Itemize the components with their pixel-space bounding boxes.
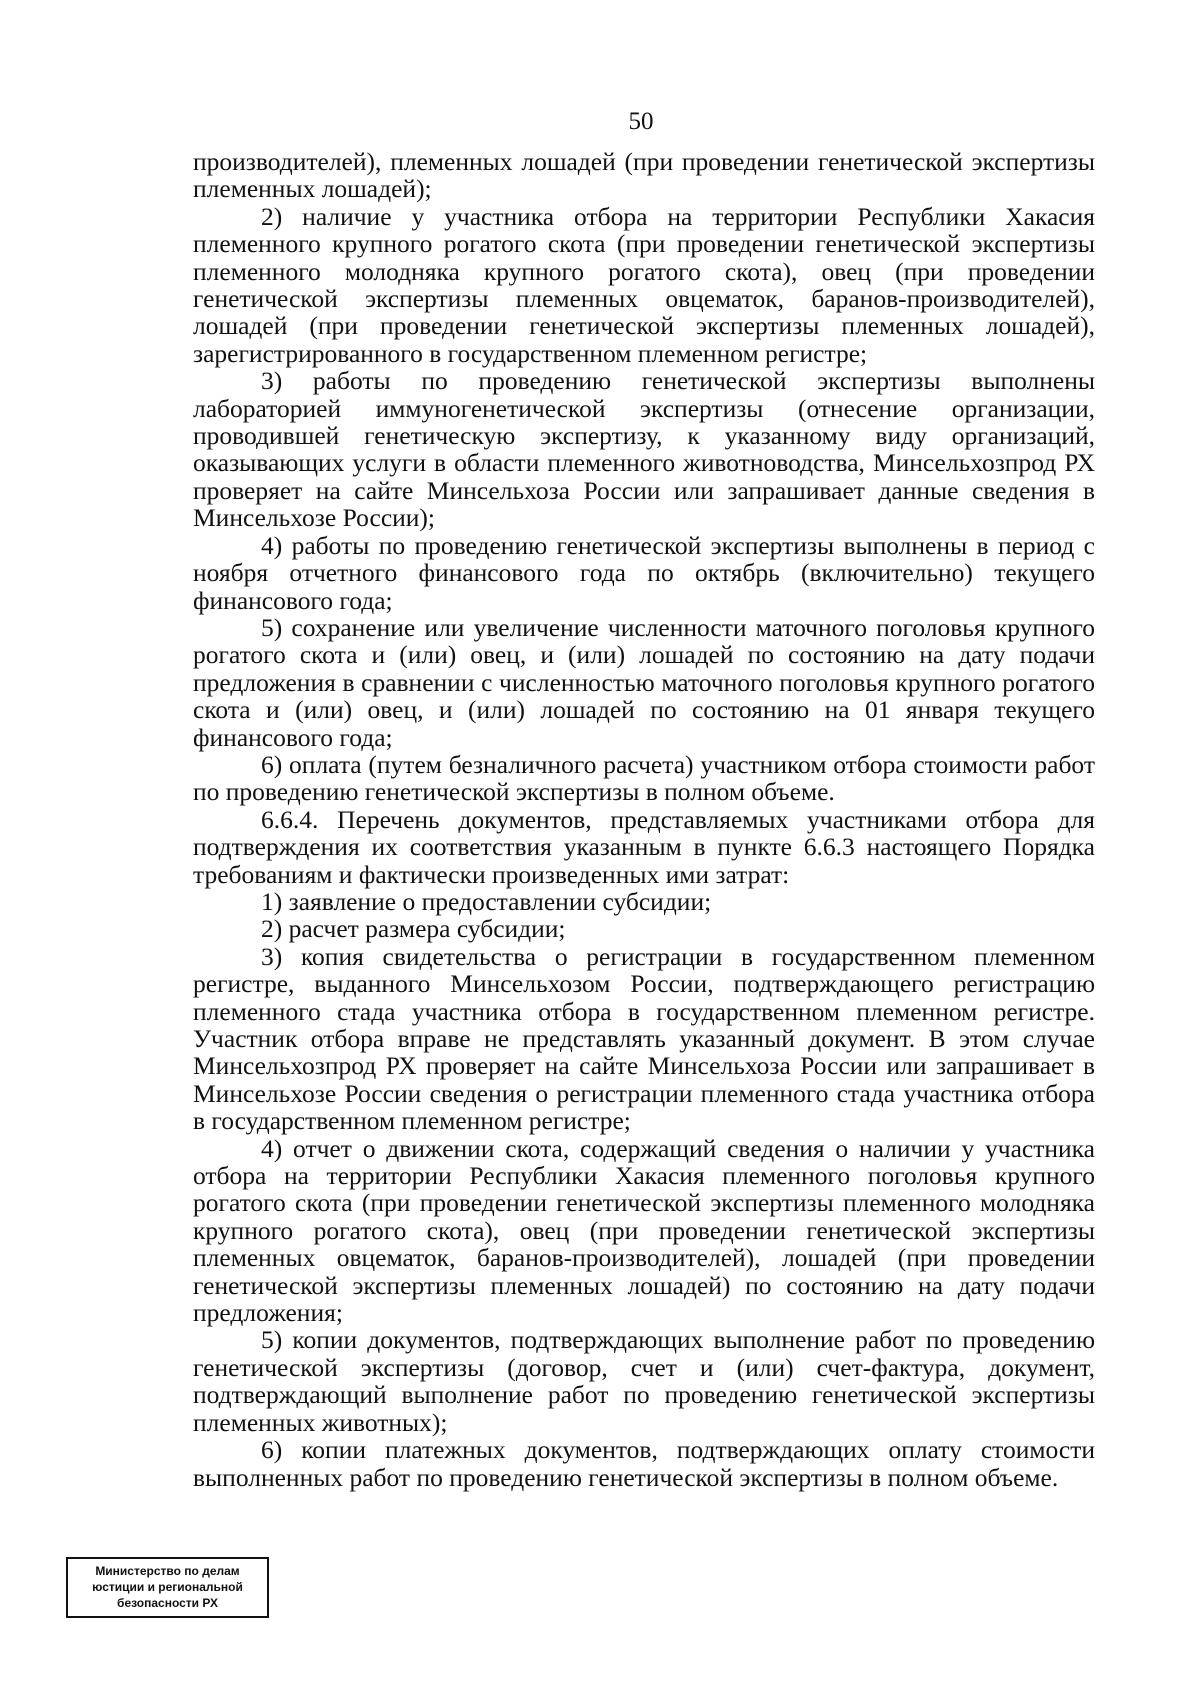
paragraph: 3) работы по проведению генетической экспертизы выполнены лабораторией иммуногенетической экспертизы (отнесение организации, проводившей генетическую экспертизу, к указанному виду организаций, оказывающих услуги в области племенного животноводства, Минсельхозпрод РХ проверяет на сайте Минсельхоза России или запрашивает данные сведения в Минсельхозе России);	[193, 366, 1095, 533]
paragraph: 2) расчет размера субсидии;	[261, 914, 566, 944]
paragraph: 3) копия свидетельства о регистрации в государственном племенном регистре, выданного Минсельхозом России, подтверждающего регистрацию племенного стада участника отбора в государственном племенном регистре. Участник отбора вправе не представлять указанный документ. В этом случае Минсельхозпрод РХ проверяет на сайте Минсельхоза России или запрашивает в Минсельхозе России сведения о регистрации племенного стада участника отбора в государственном племенном регистре;	[193, 941, 1095, 1136]
stamp-line: Министерство по делам	[95, 1564, 240, 1578]
paragraph: производителей), племенных лошадей (при проведении генетической экспертизы племенных лошадей);	[193, 147, 1095, 204]
paragraph: 2) наличие у участника отбора на территории Республики Хакасия племенного крупного рогатого скота (при проведении генетической экспертизы племенного молодняка крупного рогатого скота), овец (при проведении генетической экспертизы племенных овцематок, баранов-производителей), лошадей (при проведении генетической экспертизы племенных лошадей), зарегистрированного в государственном племенном регистре;	[193, 201, 1095, 368]
paragraph: 5) сохранение или увеличение численности маточного поголовья крупного рогатого скота и (или) овец, и (или) лошадей по состоянию на дату подачи предложения в сравнении с численностью маточного поголовья крупного рогатого скота и (или) овец, и (или) лошадей по состоянию на 01 января текущего финансового года;	[193, 612, 1095, 752]
paragraph: 1) заявление о предоставлении субсидии;	[261, 886, 712, 916]
page-number: 50	[628, 108, 654, 135]
paragraph: 6.6.4. Перечень документов, представляемых участниками отбора для подтверждения их соответствия указанным в пункте 6.6.3 настоящего Порядка требованиям и фактически произведенных ими затрат:	[193, 804, 1095, 889]
stamp-line: юстиции и региональной	[92, 1580, 243, 1594]
document-body	[193, 148, 1095, 1491]
paragraph: 6) копии платежных документов, подтверждающих оплату стоимости выполненных работ по проведению генетической экспертизы в полном объеме.	[193, 1435, 1095, 1492]
stamp-line: безопасности РХ	[117, 1596, 218, 1610]
paragraph: 5) копии документов, подтверждающих выполнение работ по проведению генетической экспертизы (договор, счет и (или) счет-фактура, документ, подтверждающий выполнение работ по проведению генетической экспертизы племенных животных);	[193, 1325, 1095, 1437]
paragraph: 6) оплата (путем безналичного расчета) участником отбора стоимости работ по проведению генетической экспертизы в полном объеме.	[193, 749, 1095, 807]
ministry-stamp	[66, 1557, 269, 1618]
paragraph: 4) отчет о движении скота, содержащий сведения о наличии у участника отбора на территории Республики Хакасия племенного поголовья крупного рогатого скота (при проведении генетической экспертизы племенного молодняка крупного рогатого скота), овец (при проведении генетической экспертизы племенных овцематок, баранов-производителей), лошадей (при проведении генетической экспертизы племенных лошадей) по состоянию на дату подачи предложения;	[193, 1133, 1095, 1328]
paragraph: 4) работы по проведению генетической экспертизы выполнены в период с ноября отчетного финансового года по октябрь (включительно) текущего финансового года;	[193, 530, 1095, 615]
